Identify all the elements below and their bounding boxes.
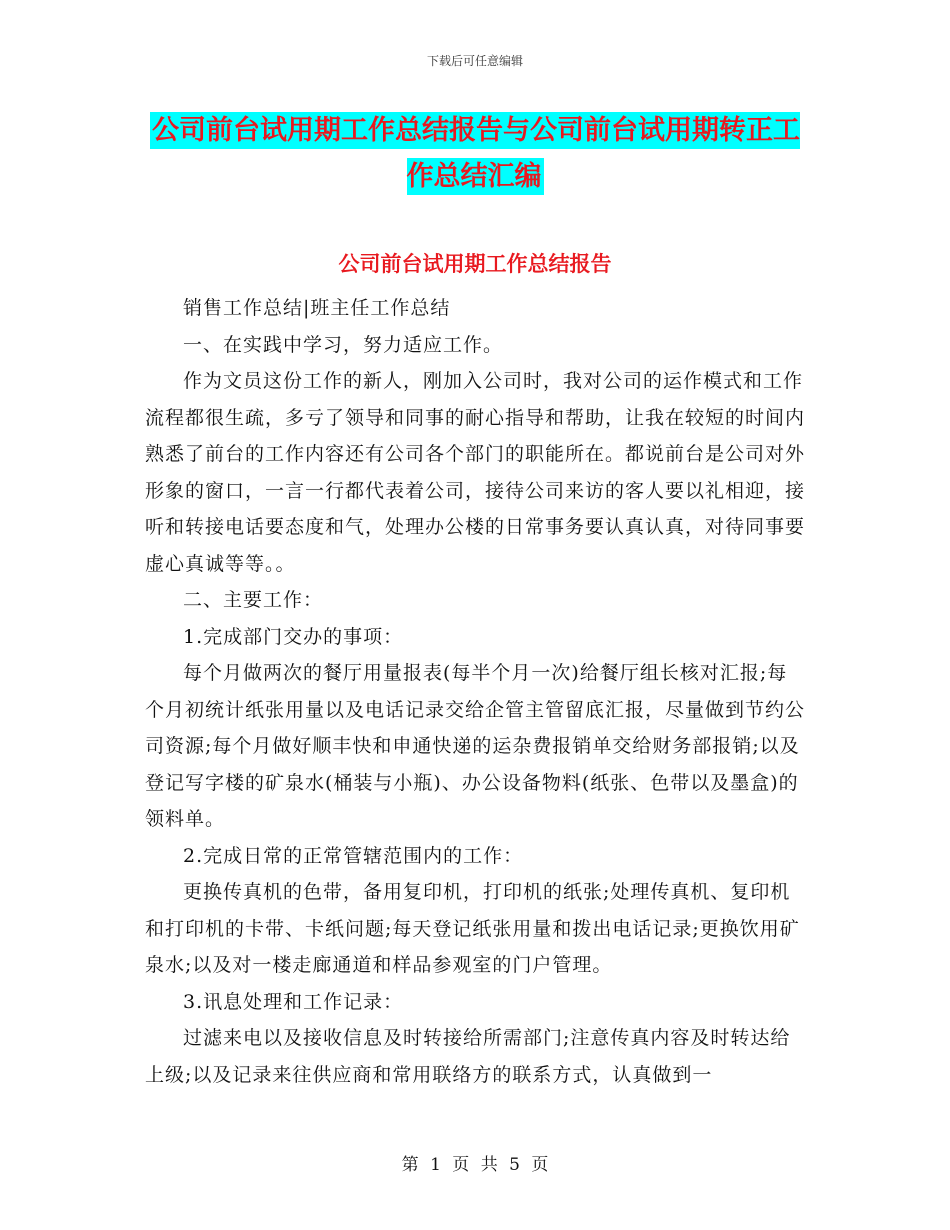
- page-footer: 第 1 页 共 5 页: [401, 1155, 549, 1175]
- paragraph-subheading: 1.完成部门交办的事项：: [183, 625, 404, 648]
- document-title-text: 公司前台试用期工作总结报告与公司前台试用期转正工作总结汇编: [150, 112, 800, 195]
- paragraph-subheading: 2.完成日常的正常管辖范围内的工作：: [183, 844, 524, 867]
- document-title: [145, 108, 805, 200]
- paragraph: 作为文员这份工作的新人，刚加入公司时，我对公司的运作模式和工作流程都很生疏，多亏了领导和同事的耐心指导和帮助，让我在较短的时间内熟悉了前台的工作内容还有公司各个部门的职能所在。都说前台是公司对外形象的窗口，一言一行都代表着公司，接待公司来访的客人要以礼相迎，接听和转接电话要态度和气，处理办公楼的日常事务要认真认真，对待同事要虚心真诚等等。。: [145, 370, 806, 575]
- paragraph-heading-1: 一、在实践中学习，努力适应工作。: [183, 333, 504, 356]
- document-body: [145, 290, 805, 1093]
- paragraph-heading-2: 二、主要工作：: [183, 589, 324, 611]
- paragraph: 更换传真机的色带，备用复印机，打印机的纸张;处理传真机、复印机和打印机的卡带、卡纸问题;每天登记纸张用量和拨出电话记录;更换饮用矿泉水;以及对一楼走廊通道和样品参观室的门户管理。: [145, 881, 800, 976]
- header-note: 下载后可任意编辑: [426, 54, 523, 68]
- paragraph: 每个月做两次的餐厅用量报表(每半个月一次)给餐厅组长核对汇报;每个月初统计纸张用量以及电话记录交给企管主管留底汇报，尽量做到节约公司资源;每个月做好顺丰快和申通快递的运杂费报销单交给财务部报销;以及登记写字楼的矿泉水(桶装与小瓶)、办公设备物料(纸张、色带以及墨盒)的领料单。: [145, 662, 806, 830]
- paragraph: 过滤来电以及接收信息及时转接给所需部门;注意传真内容及时转达给上级;以及记录来往供应商和常用联络方的联系方式，认真做到一: [145, 1027, 791, 1086]
- section-title: 公司前台试用期工作总结报告: [338, 252, 612, 276]
- paragraph-tags: 销售工作总结|班主任工作总结: [183, 297, 451, 319]
- paragraph-subheading: 3.讯息处理和工作记录：: [183, 990, 404, 1013]
